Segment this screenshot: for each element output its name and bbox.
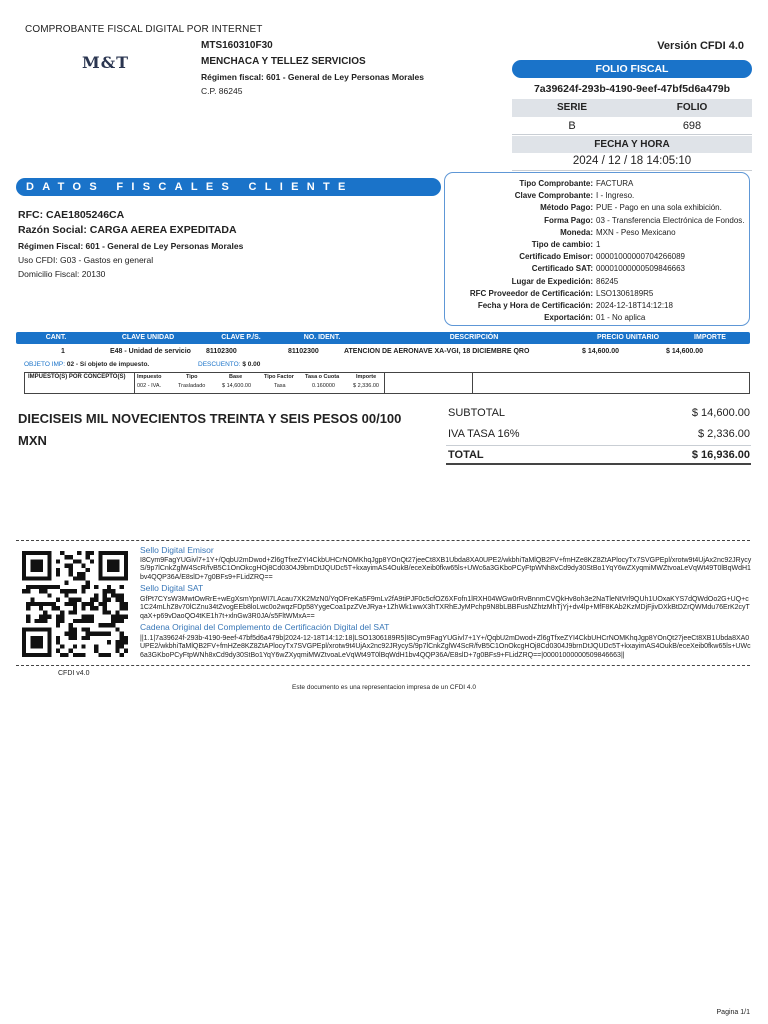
detail-value: 00001000000509846663: [596, 264, 685, 274]
detail-row: [444, 276, 764, 288]
total-value: $ 16,936.00: [691, 449, 750, 461]
sello-sat-title: Sello Digital SAT: [140, 583, 204, 593]
taxes-table: [24, 372, 750, 394]
document-title: COMPROBANTE FISCAL DIGITAL POR INTERNET: [25, 24, 263, 35]
client-razon-social: Razón Social: CARGA AEREA EXPEDITADA: [18, 224, 237, 236]
col-clave-ps: CLAVE P./S.: [221, 334, 261, 341]
descuento: [198, 361, 260, 368]
col-importe: IMPORTE: [694, 334, 726, 341]
subtotal-label: SUBTOTAL: [448, 407, 506, 419]
client-rfc: RFC: CAE1805246CA: [18, 209, 125, 221]
folio-heading: FOLIO: [632, 99, 752, 117]
detail-value: FACTURA: [596, 179, 634, 188]
tax-col-base: Base: [229, 374, 243, 380]
objeto-value: 02 - Sí objeto de impuesto.: [66, 361, 150, 368]
detail-key: Exportación:: [544, 313, 593, 323]
detail-row: [444, 178, 764, 190]
footer-note: Este documento es una representacion impresa de un CFDI 4.0: [292, 684, 476, 691]
cadena-original-title: Cadena Original del Complemento de Certificación Digital del SAT: [140, 622, 390, 632]
detail-row: [444, 312, 764, 324]
fecha-heading: FECHA Y HORA: [512, 136, 752, 153]
detail-row: [444, 215, 764, 227]
divider: [384, 372, 385, 394]
fecha-value: 2024 / 12 / 18 14:05:10: [572, 155, 692, 167]
iva-value: $ 2,336.00: [698, 428, 750, 440]
detail-value: LSO1306189R5: [596, 288, 654, 298]
issuer-regime: Régimen fiscal: 601 - General de Ley Personas Morales: [201, 72, 424, 82]
detail-value: 1: [596, 239, 601, 249]
tax-col-tasa: Tasa o Cuota: [305, 374, 340, 380]
serie-folio-grid: [512, 99, 752, 135]
client-uso-cfdi: Uso CFDI: G03 - Gastos en general: [18, 255, 154, 265]
serie-value: B: [512, 117, 632, 135]
issuer-name: MENCHACA Y TELLEZ SERVICIOS: [201, 56, 366, 67]
tax-impuesto: 002 - IVA.: [137, 383, 162, 389]
descuento-label: DESCUENTO:: [198, 361, 241, 368]
detail-value: PUE - Pago en una sola exhibición.: [596, 203, 722, 213]
tax-tasa: 0.160000: [312, 383, 335, 389]
detail-row: [444, 202, 764, 214]
concepts-table-header: [16, 332, 750, 344]
page-number: Pagina 1/1: [716, 1009, 750, 1016]
amount-in-words: DIECISEIS MIL NOVECIENTOS TREINTA Y SEIS PESOS 00/100 MXN: [18, 411, 402, 448]
issuer-postal-code: C.P. 86245: [201, 86, 243, 96]
total-row: [448, 449, 750, 461]
detail-key: Certificado SAT:: [531, 264, 593, 274]
tax-col-impuesto: Impuesto: [137, 374, 162, 380]
divider: [512, 134, 752, 135]
cell-clave-unidad: E48 - Unidad de servicio: [110, 348, 191, 355]
table-row: [16, 347, 750, 357]
detail-row: [444, 288, 764, 300]
cell-importe: $ 14,600.00: [666, 348, 703, 355]
detail-value: I - Ingreso.: [596, 191, 635, 201]
qr-label: CFDI v4.0: [58, 670, 90, 677]
detail-row: [444, 251, 764, 263]
detail-row: [444, 263, 764, 275]
subtotal-row: [448, 407, 750, 419]
cell-no-ident: 81102300: [288, 348, 319, 355]
detail-key: Forma Pago:: [544, 215, 593, 225]
tax-tipo-factor: Tasa: [274, 383, 286, 389]
col-no-ident: NO. IDENT.: [303, 334, 341, 341]
cfdi-version: Versión CFDI 4.0: [657, 40, 744, 52]
tax-importe: $ 2,336.00: [353, 383, 379, 389]
iva-label: IVA TASA 16%: [448, 428, 520, 440]
col-cant: CANT.: [45, 334, 67, 341]
detail-key: Tipo Comprobante:: [519, 179, 593, 188]
detail-value: 86245: [596, 276, 619, 286]
detail-key: Fecha y Hora de Certificación:: [477, 300, 593, 310]
divider: [472, 372, 473, 394]
detail-value: 2024-12-18T14:12:18: [596, 300, 673, 310]
detail-row: [444, 227, 764, 239]
detail-value: 03 - Transferencia Electrónica de Fondos.: [596, 215, 745, 225]
cadena-original-text: ||1.1|7a39624f-293b-4190-9eef-47bf5d6a479b|2024-12-18T14:12:18|LSO1306189R5|I8Cym9FagYUGivl7+1Y+/QqbU2mDwod+Zl6gTfxeZYI4CkbUHCrNOMKhqJgp8YOnQt27jeeCt8XB1Ubda8XA0UPE2/wkbhiTaMlQB2FV+fmHZe8KZ8ZtAPlocyTx7SVGPEpl/xrotw9t4UjAx2nc92JRycyS/9p7lCnkZglW4ScR/fvB5C1OnOkcgHOj8Cd0304J9brnDtJQUDc5T+kxayimAS4OukB/eceXeib0fkw65ls+UWc6a3GKboPCyFtpWNh8xCd9dy30StBo1YqY6wZXyqmiMWZtvoaLeVqWt49T0lBqWdH1bv4QQP36A/E8slD+7g0BFs9+FLidZRQ==|00001000000509846663||: [140, 635, 751, 659]
detail-key: Certificado Emisor:: [519, 252, 593, 262]
cell-precio-unitario: $ 14,600.00: [582, 348, 619, 355]
total-label: TOTAL: [448, 449, 484, 461]
detail-row: [444, 239, 764, 251]
iva-row: [448, 428, 750, 440]
divider: [446, 445, 751, 446]
col-descripcion: DESCRIPCIÓN: [449, 334, 499, 341]
detail-key: Clave Comprobante:: [514, 191, 593, 201]
sello-sat-text: GfPt7CYsW3MwtOwRrE+wEgXsmYpnWI7LAcau7XK2MzN0/YqOFreKa5F9mLv2fA9tiPJF0c5cfOZ6XFofn1lRXH04WGw0rRvBnnmCVQkHv8oh3e2NaTleNtVrl9QUh1UOxaKYS7dQWdOo2G+UQ+c1C24mLhZ8v70lCZnu34tZvogEEb8loLwc0o2wqzFDp58YygeCoa1pzZVeJRya+1ZhWk1wwX3hTXRhEJyMPchp9N8bLBBFusNZhtzMhTjYj+dv4lp+MfF8KAb2KzMDjFjivDXkBtDZrQWMdu76ErK2cyTqaX+p69vDaoQO4tKE1h7t+xlnGw3R0JA/s5FltWMxA==: [140, 596, 750, 620]
descuento-value: $ 0.00: [242, 361, 261, 368]
tax-col-tipo-factor: Tipo Factor: [264, 374, 294, 380]
detail-value: MXN - Peso Mexicano: [596, 227, 676, 237]
folio-value: 698: [632, 117, 752, 135]
client-section-heading: DATOS FISCALES CLIENTE: [16, 178, 441, 196]
objeto-impuesto: [24, 361, 149, 368]
tax-tipo: Trasladado: [178, 383, 206, 389]
detail-row: [444, 190, 764, 202]
taxes-label: IMPUESTO(S) POR CONCEPTO(S): [28, 374, 126, 380]
detail-key: Tipo de cambio:: [531, 239, 593, 249]
col-clave-unidad: CLAVE UNIDAD: [121, 334, 175, 341]
sello-emisor-text: I8Cym9FagYUGivl7+1Y+/QqbU2mDwod+Zl6gTfxeZYI4CkbUHCrNOMKhqJgp8YOnQt27jeeCt8XB1Ubda8XA0UPE2/wkbhiTaMlQB2FV+fmHZe8KZ8ZtAPlocyTx7SVGPEpl/xrotw9t4UjAx2nc92JRycyS/9p7lCnkZglW4ScR/fvB5C1OnOkcgHOj8Cd0304J9brnDtJQUDc5T+kxayimAS4OukB/eceXeib0fkw65ls+UWc6a3GKboPCyFtpWNh8xCd9dy30StBo1YqY6wZXyqmiMWZtvoaLeVqWt49T0lBqWdH1bv4QQP36A/E8slD+7g0BFs9+FLidZRQ==: [140, 557, 752, 581]
divider: [512, 170, 752, 171]
serie-heading: SERIE: [512, 99, 632, 117]
cell-descripcion: ATENCION DE AERONAVE XA-VGI, 18 DICIEMBRE QRO: [344, 348, 530, 355]
subtotal-value: $ 14,600.00: [691, 407, 750, 419]
detail-value: 01 - No aplica: [596, 313, 646, 323]
detail-key: RFC Proveedor de Certificación:: [469, 288, 593, 298]
detail-key: Método Pago:: [540, 203, 593, 213]
issuer-rfc: MTS160310F30: [201, 40, 273, 51]
objeto-label: OBJETO IMP:: [24, 361, 66, 368]
client-regime: Régimen Fiscal: 601 - General de Ley Personas Morales: [18, 241, 244, 251]
detail-row: [444, 300, 764, 312]
company-logo: M&T: [82, 53, 130, 72]
divider: [134, 372, 135, 394]
tax-col-tipo: Tipo: [186, 374, 198, 380]
cell-clave-ps: 81102300: [206, 348, 237, 355]
detail-value: 00001000000704266089: [596, 252, 685, 262]
divider: [446, 463, 751, 465]
tax-base: $ 14,600.00: [222, 383, 252, 389]
detail-key: Lugar de Expedición:: [511, 276, 593, 286]
client-domicilio: Domicilio Fiscal: 20130: [18, 269, 106, 279]
qr-code-icon: [22, 548, 128, 660]
folio-fiscal-uuid: 7a39624f-293b-4190-9eef-47bf5d6a479b: [533, 83, 731, 95]
tax-col-importe: Importe: [356, 374, 377, 380]
col-precio-unitario: PRECIO UNITARIO: [596, 334, 660, 341]
detail-key: Moneda:: [560, 227, 593, 237]
invoice-details: [444, 178, 764, 324]
sello-emisor-title: Sello Digital Emisor: [140, 545, 214, 555]
cell-cant: 1: [61, 348, 65, 355]
folio-fiscal-heading: FOLIO FISCAL: [512, 60, 752, 78]
